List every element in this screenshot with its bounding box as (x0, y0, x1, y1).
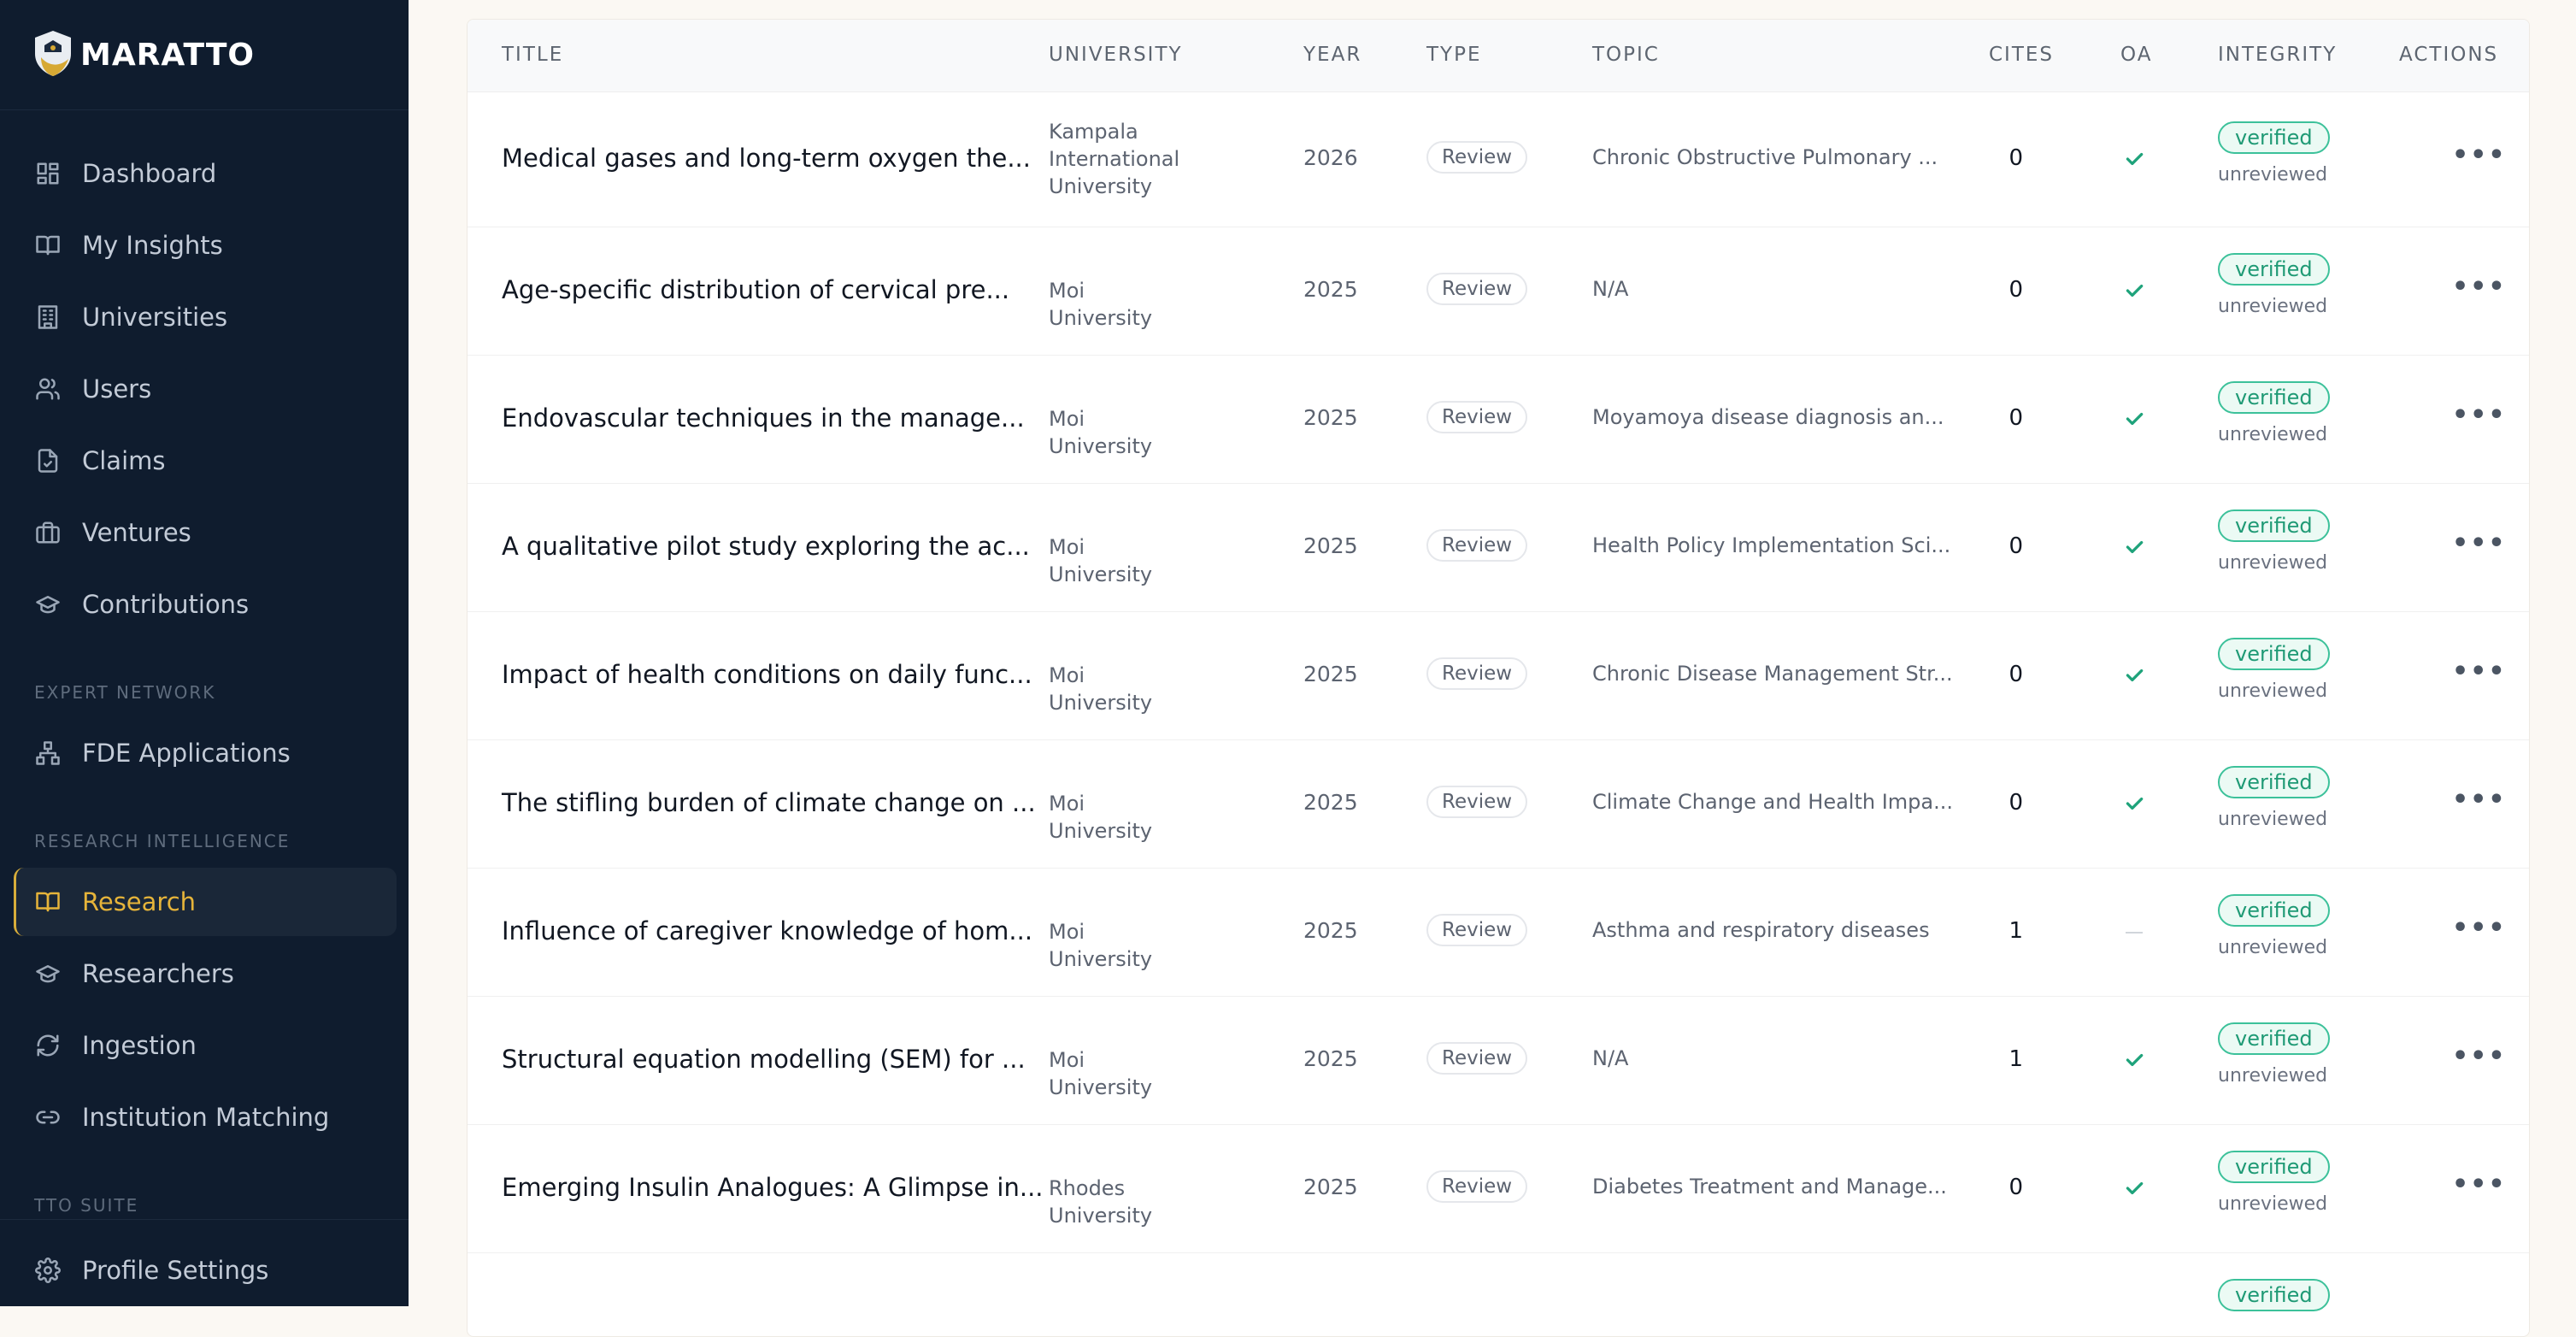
refresh-icon (34, 1032, 62, 1059)
paper-title-link[interactable]: Influence of caregiver knowledge of hom... (502, 916, 1033, 945)
paper-title-link[interactable]: A qualitative pilot study exploring the ac... (502, 532, 1030, 561)
sidebar-item-label: Ventures (82, 518, 191, 547)
sidebar-item-users[interactable] (14, 355, 397, 423)
sidebar-item-researchers[interactable] (14, 939, 397, 1008)
column-header-actions: ACTIONS (2399, 44, 2499, 66)
paper-title-link[interactable]: Emerging Insulin Analogues: A Glimpse in... (502, 1173, 1044, 1202)
brand-logo[interactable] (31, 29, 255, 80)
table-row[interactable] (468, 91, 2529, 227)
open-access-check-icon (2123, 1049, 2145, 1075)
gear-icon (34, 1257, 62, 1284)
review-status: unreviewed (2218, 680, 2328, 702)
sidebar-item-label: Claims (82, 446, 166, 475)
open-access-check-icon (2123, 792, 2145, 818)
table-row[interactable] (468, 483, 2529, 612)
users-icon (34, 375, 62, 403)
graduation-cap-icon (34, 591, 62, 618)
table-row[interactable] (468, 355, 2529, 484)
open-access-dash-icon (2126, 932, 2143, 934)
integrity-status-badge: verified (2218, 894, 2330, 927)
year-value: 2025 (1303, 1175, 1358, 1199)
year-value: 2025 (1303, 790, 1358, 815)
review-status: unreviewed (2218, 1065, 2328, 1087)
column-header-cites[interactable]: CITES (1989, 44, 2055, 66)
row-actions-menu-icon[interactable]: ••• (2452, 400, 2507, 430)
book-icon (34, 232, 62, 259)
open-access-check-icon (2123, 664, 2145, 690)
row-actions-menu-icon[interactable]: ••• (2452, 1041, 2507, 1071)
cites-count: 0 (2008, 145, 2023, 171)
type-badge: Review (1426, 141, 1527, 174)
section-label-research-intelligence: RESEARCH INTELLIGENCE (34, 831, 291, 851)
paper-title-link[interactable]: Age-specific distribution of cervical pre... (502, 275, 1010, 304)
sidebar-item-label: Contributions (82, 590, 250, 619)
row-actions-menu-icon[interactable]: ••• (2452, 657, 2507, 686)
graduation-cap-icon (34, 960, 62, 987)
link-icon (34, 1104, 62, 1131)
integrity-status-badge: verified (2218, 638, 2330, 670)
year-value: 2025 (1303, 1046, 1358, 1071)
table-row[interactable] (468, 868, 2529, 997)
sidebar-item-label: Dashboard (82, 159, 217, 188)
research-table (467, 19, 2530, 1337)
type-badge: Review (1426, 1042, 1527, 1075)
building-icon (34, 303, 62, 331)
type-badge: Review (1426, 401, 1527, 433)
topic-value: Chronic Obstructive Pulmonary ... (1592, 145, 1938, 169)
column-header-title[interactable]: TITLE (502, 44, 564, 66)
university-name: Moi University (1049, 1048, 1153, 1099)
topic-value: Moyamoya disease diagnosis an... (1592, 405, 1944, 429)
shield-logo-icon (31, 28, 75, 81)
open-access-check-icon (2123, 148, 2145, 174)
year-value: 2025 (1303, 533, 1358, 558)
row-actions-menu-icon[interactable]: ••• (2452, 1169, 2507, 1199)
year-value: 2025 (1303, 405, 1358, 430)
integrity-status-badge: verified (2218, 253, 2330, 286)
review-status: unreviewed (2218, 937, 2328, 958)
sidebar-item-research[interactable] (14, 868, 397, 936)
topic-value: Climate Change and Health Impa... (1592, 790, 1954, 814)
sidebar-item-label: FDE Applications (82, 739, 291, 768)
review-status: unreviewed (2218, 424, 2328, 445)
table-row[interactable] (468, 996, 2529, 1125)
university-name: Moi University (1049, 535, 1153, 586)
type-badge: Review (1426, 529, 1527, 562)
brand-name: MARATTO (80, 37, 256, 73)
year-value: 2026 (1303, 145, 1358, 170)
university-name: Moi University (1049, 279, 1153, 330)
sidebar-item-universities[interactable] (14, 283, 397, 351)
topic-value: Asthma and respiratory diseases (1592, 918, 1930, 942)
column-header-topic[interactable]: TOPIC (1592, 44, 1660, 66)
topic-value: Chronic Disease Management Str... (1592, 662, 1953, 686)
briefcase-icon (34, 519, 62, 546)
table-header (468, 20, 2529, 92)
sidebar-item-dashboard[interactable] (14, 139, 397, 208)
open-access-check-icon (2123, 1177, 2145, 1203)
integrity-status-badge: verified (2218, 1151, 2330, 1183)
sidebar-item-label: Researchers (82, 959, 234, 988)
table-row[interactable] (468, 611, 2529, 740)
type-badge: Review (1426, 273, 1527, 305)
year-value: 2025 (1303, 918, 1358, 943)
book-open-icon (34, 888, 62, 916)
open-access-check-icon (2123, 408, 2145, 433)
review-status: unreviewed (2218, 809, 2328, 830)
row-actions-menu-icon[interactable]: ••• (2452, 272, 2507, 302)
table-row[interactable] (468, 1252, 2529, 1337)
network-icon (34, 739, 62, 767)
table-row[interactable] (468, 227, 2529, 356)
cites-count: 1 (2008, 918, 2023, 944)
sidebar-item-label: My Insights (82, 231, 223, 260)
year-value: 2025 (1303, 277, 1358, 302)
sidebar-item-label: Universities (82, 303, 228, 332)
table-row[interactable] (468, 739, 2529, 869)
year-value: 2025 (1303, 662, 1358, 686)
paper-title-link[interactable]: Endovascular techniques in the manage... (502, 403, 1025, 433)
cites-count: 0 (2008, 662, 2023, 687)
university-name: Moi University (1049, 663, 1153, 715)
open-access-check-icon (2123, 280, 2145, 305)
university-name: Moi University (1049, 792, 1153, 843)
column-header-oa[interactable]: OA (2120, 44, 2153, 66)
sidebar-item-ventures[interactable] (14, 498, 397, 567)
sidebar-divider (0, 109, 409, 110)
row-actions-menu-icon[interactable]: ••• (2452, 913, 2507, 943)
open-access-check-icon (2123, 536, 2145, 562)
column-header-integrity[interactable]: INTEGRITY (2218, 44, 2338, 66)
sidebar-item-claims[interactable] (14, 427, 397, 495)
paper-title-link[interactable]: The stifling burden of climate change on ... (502, 788, 1036, 817)
dashboard-icon (34, 160, 62, 187)
table-row[interactable] (468, 1124, 2529, 1253)
paper-title-link[interactable]: Structural equation modelling (SEM) for ... (502, 1045, 1026, 1074)
review-status: unreviewed (2218, 164, 2328, 186)
cites-count: 0 (2008, 790, 2023, 816)
review-status: unreviewed (2218, 552, 2328, 574)
cites-count: 0 (2008, 1175, 2023, 1200)
sidebar (0, 0, 409, 1306)
review-status: unreviewed (2218, 1193, 2328, 1215)
type-badge: Review (1426, 786, 1527, 818)
integrity-status-badge: verified (2218, 766, 2330, 798)
sidebar-item-institution-matching[interactable] (14, 1083, 397, 1151)
sidebar-item-label: Users (82, 374, 152, 403)
sidebar-item-profile-settings[interactable] (14, 1236, 397, 1305)
topic-value: N/A (1592, 277, 1629, 301)
integrity-status-badge: verified (2218, 1022, 2330, 1055)
sidebar-item-label: Institution Matching (82, 1103, 330, 1132)
document-check-icon (34, 447, 62, 474)
row-actions-menu-icon[interactable]: ••• (2452, 528, 2507, 558)
sidebar-item-ingestion[interactable] (14, 1011, 397, 1080)
sidebar-item-label: Ingestion (82, 1031, 197, 1060)
row-actions-menu-icon[interactable]: ••• (2452, 140, 2507, 170)
review-status: unreviewed (2218, 296, 2328, 317)
topic-value: Diabetes Treatment and Manage... (1592, 1175, 1947, 1199)
university-name: Rhodes University (1049, 1176, 1153, 1228)
type-badge: Review (1426, 657, 1527, 690)
paper-title-link[interactable]: Impact of health conditions on daily func... (502, 660, 1032, 689)
column-header-year[interactable]: YEAR (1303, 44, 1362, 66)
type-badge: Review (1426, 914, 1527, 946)
integrity-status-badge: verified (2218, 1279, 2330, 1311)
sidebar-item-my-insights[interactable] (14, 211, 397, 280)
column-header-type[interactable]: TYPE (1426, 44, 1482, 66)
university-name: Moi University (1049, 407, 1153, 458)
sidebar-divider (0, 1219, 409, 1220)
type-badge: Review (1426, 1170, 1527, 1203)
topic-value: Health Policy Implementation Sci... (1592, 533, 1951, 557)
topic-value: N/A (1592, 1046, 1629, 1070)
integrity-status-badge: verified (2218, 381, 2330, 414)
sidebar-item-contributions[interactable] (14, 570, 397, 639)
integrity-status-badge: verified (2218, 121, 2330, 154)
section-label-expert-network: EXPERT NETWORK (34, 682, 216, 703)
university-name: Kampala International University (1049, 120, 1180, 198)
paper-title-link[interactable]: Medical gases and long-term oxygen the... (502, 144, 1031, 173)
sidebar-item-fde-applications[interactable] (14, 719, 397, 787)
cites-count: 0 (2008, 533, 2023, 559)
integrity-status-badge: verified (2218, 509, 2330, 542)
section-label-tto-suite: TTO SUITE (34, 1195, 139, 1216)
row-actions-menu-icon[interactable]: ••• (2452, 785, 2507, 815)
cites-count: 1 (2008, 1046, 2023, 1072)
column-header-university[interactable]: UNIVERSITY (1049, 44, 1183, 66)
cites-count: 0 (2008, 405, 2023, 431)
sidebar-item-label: Research (82, 887, 197, 916)
sidebar-item-label: Profile Settings (82, 1256, 269, 1285)
cites-count: 0 (2008, 277, 2023, 303)
university-name: Moi University (1049, 920, 1153, 971)
